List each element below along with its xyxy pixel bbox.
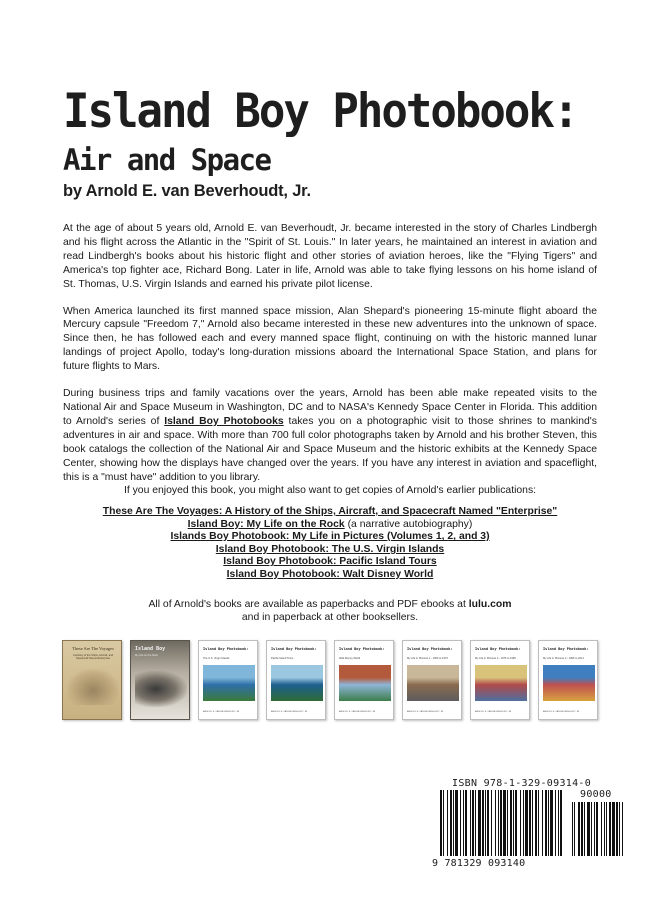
price-barcode-bar xyxy=(587,802,590,856)
cover-title: Island Boy Photobook: xyxy=(271,647,317,651)
barcode-bar xyxy=(440,790,442,856)
barcode-bar xyxy=(515,790,517,856)
cover-author: ARNOLD E. VAN BEVERHOUDT, JR. xyxy=(475,711,512,713)
book-cover-thumbnail[interactable] xyxy=(402,640,462,720)
more-books-intro: If you enjoyed this book, you might also want to get copies of Arnold's earlier publications: xyxy=(123,485,537,496)
barcode-bar xyxy=(491,790,492,856)
page-title: Island Boy Photobook: xyxy=(63,83,578,139)
barcode-bar xyxy=(447,790,448,856)
price-barcode-bar xyxy=(609,802,611,856)
cover-photo xyxy=(203,665,255,701)
availability-text: All of Arnold's books are available as paperbacks and PDF ebooks at xyxy=(148,599,469,610)
barcode-bar xyxy=(548,790,549,856)
price-code-label: 90000 xyxy=(580,789,612,800)
paragraph-1: At the age of about 5 years old, Arnold E. van Beverhoudt, Jr. became interested in the story of Charles Lindbergh and his flight across the Atlantic in the "Spirit of St. Louis." In later years, he maintained an interest in aviation and read Lindbergh's books about his historic flight and other stories of aviation heroes, like the "Flying Tigers" and America's top fighter ace, Richard Bong. Later in life, Arnold was able to take flying lessons on his home island of St. Thomas, U.S. Virgin Islands and earned his private pilot license. xyxy=(63,223,597,290)
barcode-bar xyxy=(555,790,556,856)
price-barcode-bar xyxy=(584,802,585,856)
barcode-bar xyxy=(542,790,543,856)
cover-subtitle: My Life in Pictures 1 - 1950 to 1976 xyxy=(407,657,448,660)
barcode-bar xyxy=(482,790,484,856)
cover-subtitle: A History of the Ships, Aircraft, and Spacecraft Named Enterprise xyxy=(72,654,114,660)
book-cover-strip xyxy=(62,640,608,722)
book-list-item xyxy=(0,556,660,569)
barcode-bar xyxy=(463,790,464,856)
page-subtitle: Air and Space xyxy=(63,143,271,177)
barcode-bar xyxy=(455,790,458,856)
barcode-bar xyxy=(475,790,476,856)
book-list xyxy=(0,506,660,582)
barcode-bar xyxy=(450,790,452,856)
barcode-bar xyxy=(500,790,502,856)
book-cover-thumbnail[interactable] xyxy=(266,640,326,720)
availability-line-1 xyxy=(0,598,660,611)
barcode-bar xyxy=(507,790,508,856)
price-barcode-bar xyxy=(604,802,605,856)
barcode-bar xyxy=(453,790,454,856)
author-byline: by Arnold E. van Beverhoudt, Jr. xyxy=(63,182,311,200)
book-cover-thumbnail[interactable] xyxy=(470,640,530,720)
book-title-link[interactable]: Islands Boy Photobook: My Life in Pictures (Volumes 1, 2, and 3) xyxy=(170,531,490,543)
price-barcode-bar xyxy=(606,802,607,856)
book-list-item xyxy=(0,531,660,544)
book-list-item xyxy=(0,519,660,532)
cover-author: ARNOLD E. VAN BEVERHOUDT, JR. xyxy=(543,711,580,713)
barcode-bar xyxy=(538,790,539,856)
lulu-link[interactable]: lulu.com xyxy=(468,599,512,610)
paragraph-3-part-2: takes you on a photographic visit to those shrines to mankind's adventures in air and space. With more than 700 full color photographs taken by Arnold and his brother Steven, this book catalogs the collection of the National Air and Space Museum and the historic exhibits at the Kennedy Space Center, showing how the displays have changed over the years. If you have any interest in aviation and spaceflight, this is a "must have" addition to you library. xyxy=(63,415,597,483)
cover-title: Island Boy Photobook: xyxy=(407,647,453,651)
price-barcode-bar xyxy=(596,802,598,856)
cover-title: Island Boy Photobook: xyxy=(203,647,249,651)
cover-title: Island Boy xyxy=(135,646,166,652)
price-barcode-bar xyxy=(622,802,623,856)
barcode-digits: 9 781329 093140 xyxy=(432,858,526,869)
barcode-bar xyxy=(520,790,521,856)
price-barcode-bar xyxy=(578,802,580,856)
barcode-bar xyxy=(558,790,559,856)
availability-note xyxy=(0,598,660,624)
cover-title: These Are The Voyages xyxy=(72,646,114,651)
cover-author: ARNOLD E. VAN BEVERHOUDT, JR. xyxy=(339,711,376,713)
cover-author: ARNOLD E. VAN BEVERHOUDT, JR. xyxy=(271,711,308,713)
cover-subtitle: Walt Disney World xyxy=(339,657,361,660)
barcode-bar xyxy=(478,790,481,856)
book-list-item xyxy=(0,544,660,557)
cover-photo xyxy=(67,669,119,705)
barcode-bar xyxy=(510,790,512,856)
book-list-item xyxy=(0,506,660,519)
photobooks-series-link[interactable]: Island Boy Photobooks xyxy=(164,415,284,427)
price-barcode-bar xyxy=(612,802,615,856)
barcode-bar xyxy=(529,790,531,856)
isbn-label: ISBN 978-1-329-09314-0 xyxy=(452,778,592,789)
barcode-bar xyxy=(495,790,496,856)
barcode-bar xyxy=(525,790,528,856)
paragraph-3 xyxy=(63,387,597,484)
book-title-link[interactable]: These Are The Voyages: A History of the Ships, Aircraft, and Spacecraft Named "Enterprise" xyxy=(102,506,558,517)
barcode-bar xyxy=(485,790,486,856)
barcode-bar xyxy=(498,790,499,856)
barcode-bar xyxy=(535,790,537,856)
book-title-link[interactable]: Island Boy Photobook: Walt Disney World xyxy=(226,568,434,580)
cover-subtitle: My Life on the Rock xyxy=(135,654,158,657)
cover-title: Island Boy Photobook: xyxy=(543,647,589,651)
cover-photo xyxy=(543,665,595,701)
barcode-bar xyxy=(460,790,461,856)
cover-author: ARNOLD E. VAN BEVERHOUDT, JR. xyxy=(407,711,444,713)
book-title-link[interactable]: Island Boy Photobook: The U.S. Virgin Islands xyxy=(215,543,445,555)
description-body xyxy=(63,222,597,497)
price-barcode-bar xyxy=(616,802,618,856)
barcode-bar xyxy=(532,790,533,856)
price-barcode-bar xyxy=(601,802,602,856)
cover-title: Island Boy Photobook: xyxy=(339,647,385,651)
book-note: (a narrative autobiography) xyxy=(344,518,473,530)
price-barcode-bar xyxy=(591,802,592,856)
price-barcode-bar xyxy=(574,802,575,856)
cover-author: ARNOLD E. VAN BEVERHOUDT, JR. xyxy=(203,711,240,713)
cover-photo xyxy=(407,665,459,701)
barcode-bar xyxy=(503,790,506,856)
cover-subtitle: The U.S. Virgin Islands xyxy=(203,657,230,660)
price-barcode-bar xyxy=(572,802,573,856)
cover-photo xyxy=(271,665,323,701)
book-cover-thumbnail[interactable] xyxy=(334,640,394,720)
book-title-link[interactable]: Island Boy: My Life on the Rock xyxy=(187,518,345,530)
cover-subtitle: My Life in Pictures 2 - 1976 to 1995 xyxy=(475,657,516,660)
barcode-bars xyxy=(432,790,628,858)
cover-subtitle: Pacific Island Tours xyxy=(271,657,294,660)
book-title-link[interactable]: Island Boy Photobook: Pacific Island Tours xyxy=(223,556,437,568)
barcode-bar xyxy=(545,790,547,856)
cover-title: Island Boy Photobook: xyxy=(475,647,521,651)
cover-subtitle: My Life in Pictures 3 - 1995 to 2014 xyxy=(543,657,584,660)
book-cover-thumbnail[interactable] xyxy=(130,640,190,720)
barcode-bar xyxy=(513,790,514,856)
cover-photo xyxy=(135,671,187,707)
barcode-bar xyxy=(487,790,489,856)
availability-line-2: and in paperback at other booksellers. xyxy=(241,612,419,623)
barcode-bar xyxy=(523,790,524,856)
price-barcode-bar xyxy=(594,802,595,856)
cover-photo xyxy=(339,665,391,701)
book-list-item xyxy=(0,569,660,582)
book-cover-thumbnail[interactable] xyxy=(538,640,598,720)
price-barcode-bar xyxy=(619,802,620,856)
paragraph-2: When America launched its first manned space mission, Alan Shepard's pioneering 15-minute flight aboard the Mercury capsule "Freedom 7," Arnold also became interested in these new adventures into the unknown of space. Since then, he has followed each and every manned space flight, continuing on with the historic manned lunar landings of project Apollo, today's long-duration missions aboard the International Space Station, and plans for future flights to Mars. xyxy=(63,305,597,373)
isbn-barcode xyxy=(432,778,628,874)
paragraph-3-part-1: During business trips and family vacations over the years, Arnold has been able make repeated visits to the National Air and Space Museum in Washington, DC and to NASA's Kennedy Space Center in Florida. This addition to Arnold's series of xyxy=(63,388,597,427)
barcode-bar xyxy=(550,790,553,856)
barcode-bar xyxy=(472,790,474,856)
barcode-bar xyxy=(443,790,444,856)
barcode-bar xyxy=(465,790,467,856)
book-cover-thumbnail[interactable] xyxy=(62,640,122,720)
cover-photo xyxy=(475,665,527,701)
price-barcode-bar xyxy=(581,802,583,856)
barcode-bar xyxy=(560,790,562,856)
book-cover-thumbnail[interactable] xyxy=(198,640,258,720)
barcode-bar xyxy=(470,790,471,856)
